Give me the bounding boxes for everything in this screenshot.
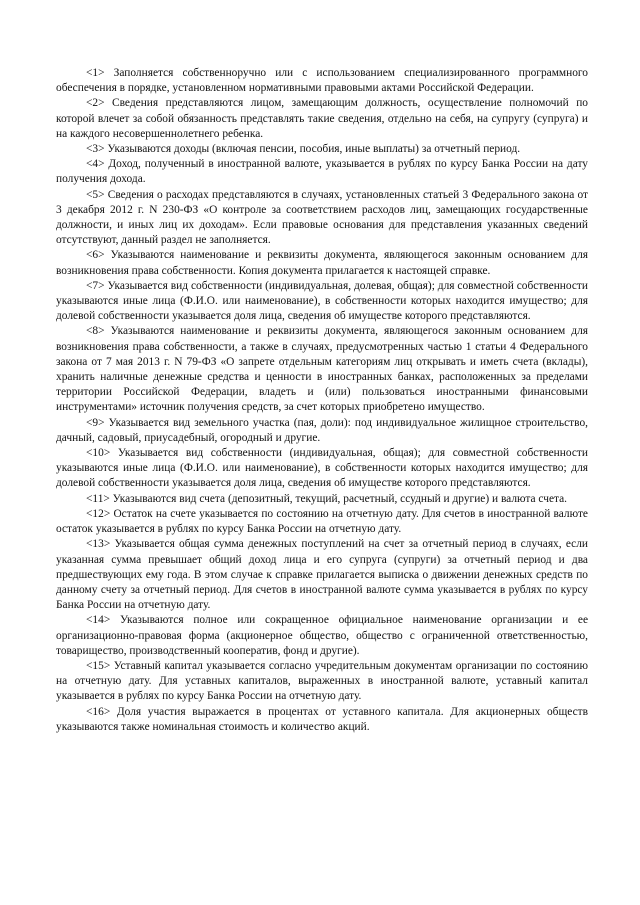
footnote-6: <6> Указываются наименование и реквизиты документа, являющегося законным основанием для возникновения права собственности. Копия документа прилагается к настоящей справке. — [56, 249, 588, 277]
footnote-1: <1> Заполняется собственноручно или с использованием специализированного программного обеспечения в порядке, установленном нормативными правовыми актами Российской Федерации. — [56, 67, 588, 95]
footnotes-page — [56, 66, 588, 735]
footnote-13: <13> Указывается общая сумма денежных поступлений на счет за отчетный период в случаях, если указанная сумма превышает общий доход лица и его супруга (супруги) за отчетный период и два предшествующих ему года. В этом случае к справке прилагается выписка о движении денежных средств по данному счету за отчетный период. Для счетов в иностранной валюте сумма указывается в рублях по курсу Банка России на отчетную дату. — [56, 538, 588, 612]
footnote-11: <11> Указываются вид счета (депозитный, текущий, расчетный, ссудный и другие) и валюта счета. — [86, 492, 568, 505]
footnote-3: <3> Указываются доходы (включая пенсии, пособия, иные выплаты) за отчетный период. — [86, 143, 521, 156]
footnote-15: <15> Уставный капитал указывается согласно учредительным документам организации по состоянию на отчетную дату. Для уставных капиталов, выраженных в иностранной валюте, уставный капитал указывается в рублях по курсу Банка России на отчетную дату. — [56, 659, 588, 703]
footnote-5: <5> Сведения о расходах представляются в случаях, установленных статьей 3 Федерального закона от 3 декабря 2012 г. N 230-ФЗ «О контроле за соответствием расходов лиц, замещающих государственные должности, и иных лиц их доходам». Если правовые основания для представления указанных сведений отсутствуют, данный раздел не заполняется. — [56, 188, 588, 247]
footnote-12: <12> Остаток на счете указывается по состоянию на отчетную дату. Для счетов в иностранной валюте остаток указывается в рублях по курсу Банка России на отчетную дату. — [56, 507, 588, 536]
footnote-8: <8> Указываются наименование и реквизиты документа, являющегося законным основанием для возникновения права собственности, а также в случаях, предусмотренных частью 1 статьи 4 Федерального закона от 7 мая 2013 г. N 79-ФЗ «О запрете отдельным категориям лиц открывать и иметь счета (вклады), хранить наличные денежные средства и ценности в иностранных банках, расположенных за пределами территории Российской Федерации, владеть и (или) пользоваться иностранными финансовыми инструментами» источник получения средств, за счет которых приобретено имущество. — [56, 325, 588, 414]
footnote-16: <16> Доля участия выражается в процентах от уставного капитала. Для акционерных обществ указываются также номинальная стоимость и количество акций. — [56, 705, 588, 733]
footnote-2: <2> Сведения представляются лицом, замещающим должность, осуществление полномочий по которой влечет за собой обязанность представлять такие сведения, отдельно на себя, на супругу (супруга) и на каждого несовершеннолетнего ребенка. — [56, 97, 588, 140]
footnote-4: <4> Доход, полученный в иностранной валюте, указывается в рублях по курсу Банка России на дату получения дохода. — [56, 158, 588, 186]
footnote-7: <7> Указывается вид собственности (индивидуальная, долевая, общая); для совместной собственности указываются иные лица (Ф.И.О. или наименование), в собственности которых находится имущество; для долевой собственности указывается доля лица, сведения об имуществе которого представляются. — [56, 279, 588, 323]
footnote-14: <14> Указываются полное или сокращенное официальное наименование организации и ее организационно-правовая форма (акционерное общество, общество с ограниченной ответственностью, товарищество, производственный кооператив, фонд и другие). — [56, 614, 588, 657]
footnote-9: <9> Указывается вид земельного участка (пая, доли): под индивидуальное жилищное строительство, дачный, садовый, приусадебный, огородный и другие. — [56, 416, 588, 444]
footnote-10: <10> Указывается вид собственности (индивидуальная, общая); для совместной собственности указываются иные лица (Ф.И.О. или наименование), в собственности которых находится имущество; для долевой собственности указывается доля лица, сведения об имуществе которого представляются. — [56, 447, 588, 490]
